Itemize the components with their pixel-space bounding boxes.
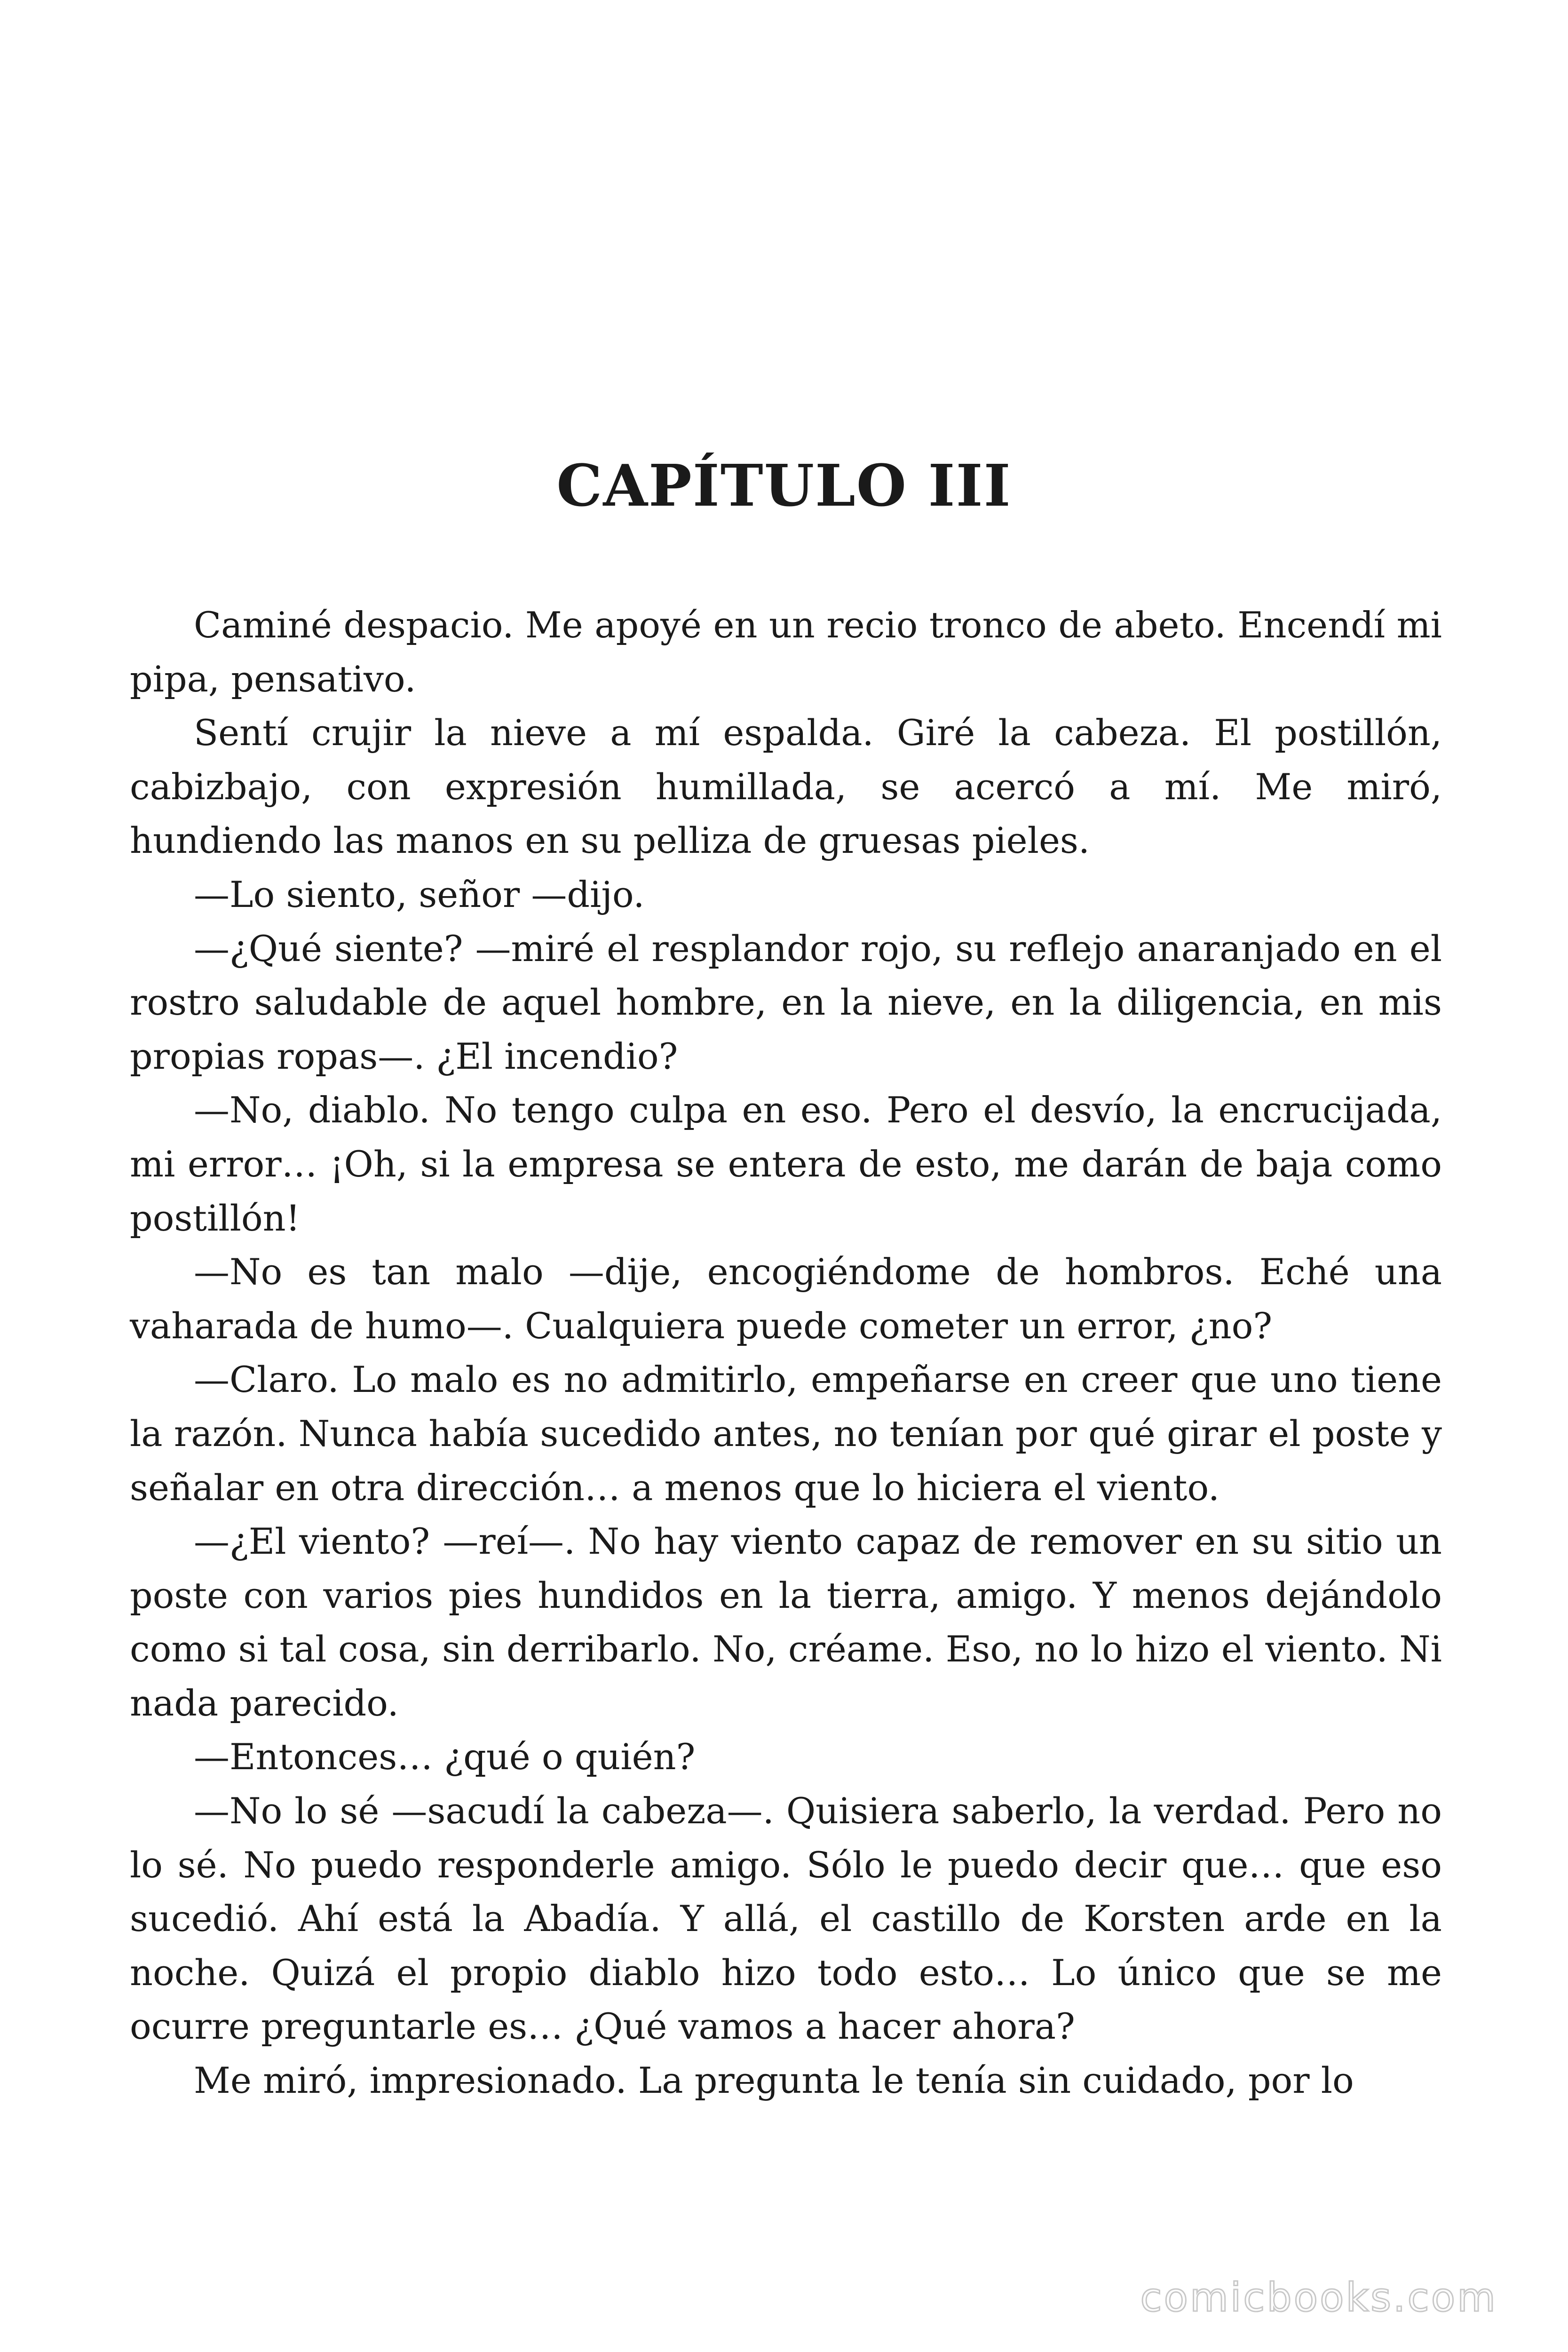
chapter-title: CAPÍTULO III	[556, 452, 1012, 519]
paragraph: —¿El viento? —reí—. No hay viento capaz de remover en su sitio un poste con varios pies hundidos en la tierra, amigo. Y menos dejándolo como si tal cosa, sin derribarlo. No, créame. Eso, no lo hizo el viento. Ni nada parecido.	[130, 1520, 1442, 1724]
paragraph: —Entonces… ¿qué o quién?	[194, 1736, 696, 1778]
paragraph: —No lo sé —sacudí la cabeza—. Quisiera saberlo, la verdad. Pero no lo sé. No puedo responderle amigo. Sólo le puedo decir que… que eso sucedió. Ahí está la Abadía. Y allá, el castillo de Korsten arde en la noche. Quizá el propio diablo hizo todo esto… Lo único que se me ocurre preguntarle es… ¿Qué vamos a hacer ahora?	[130, 1790, 1442, 2048]
paragraph: —No es tan malo —dije, encogiéndome de hombros. Eché una vaharada de humo—. Cualquiera puede cometer un error, ¿no?	[130, 1251, 1442, 1347]
paragraph: Caminé despacio. Me apoyé en un recio tronco de abeto. Encendí mi pipa, pensativo.	[130, 604, 1442, 700]
paragraph: —No, diablo. No tengo culpa en eso. Pero el desvío, la encrucijada, mi error… ¡Oh, si la empresa se entera de esto, me darán de baja como postillón!	[130, 1089, 1442, 1239]
chapter-body	[130, 598, 1442, 2108]
paragraph: —Lo siento, señor —dijo.	[194, 873, 645, 915]
paragraph-last-line: Me miró, impresionado. La pregunta le tenía sin cuidado, por lo	[194, 2059, 1354, 2102]
watermark: comicbooks.com	[1140, 2274, 1497, 2320]
paragraph: Sentí crujir la nieve a mí espalda. Giré la cabeza. El postillón, cabizbajo, con expresión humillada, se acercó a mí. Me miró, hundiendo las manos en su pelliza de gruesas pieles.	[130, 712, 1442, 862]
paragraph: —Claro. Lo malo es no admitirlo, empeñarse en creer que uno tiene la razón. Nunca había sucedido antes, no tenían por qué girar el poste y señalar en otra dirección… a menos que lo hiciera el viento.	[130, 1359, 1442, 1509]
paragraph: —¿Qué siente? —miré el resplandor rojo, su reflejo anaranjado en el rostro saludable de aquel hombre, en la nieve, en la diligencia, en mis propias ropas—. ¿El incendio?	[130, 927, 1442, 1077]
